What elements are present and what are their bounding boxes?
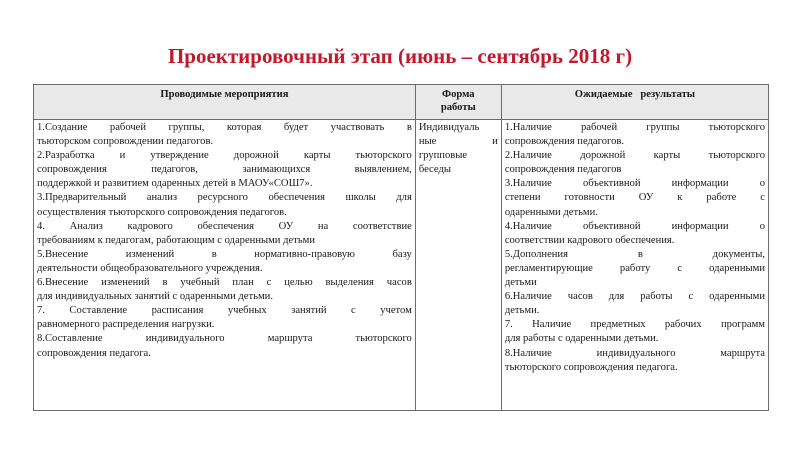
- result-line: 7. Наличие предметных рабочих программ: [504, 319, 765, 331]
- result-line: детьми.: [504, 305, 540, 317]
- activity-line: сопровождения педагога.: [37, 347, 151, 359]
- header-results: Ожидаемые результаты: [501, 85, 768, 120]
- activity-line: деятельности общеобразовательного учреждения.: [37, 262, 263, 274]
- result-line: 3.Наличие объективной информации о: [504, 178, 765, 190]
- header-form: [415, 85, 501, 120]
- form-line: Индивидуаль: [418, 122, 480, 133]
- form-line: беседы: [418, 164, 451, 176]
- form-line: групповые: [418, 150, 468, 162]
- activity-line: 1.Создание рабочей группы, которая будет участвовать в: [37, 122, 412, 133]
- result-line: 8.Наличие индивидуального маршрута: [504, 347, 765, 359]
- result-line: детьми: [504, 277, 537, 289]
- activity-line: осуществления тьюторского сопровождения педагогов.: [37, 206, 287, 218]
- slide-title: Проектировочный этап (июнь – сентябрь 2018 г): [167, 44, 633, 68]
- activity-line: для индивидуальных занятий с одаренными детьми.: [37, 291, 273, 303]
- header-form-line1: Форма: [442, 89, 475, 100]
- activity-line: 5.Внесение изменений в нормативно-правовую базу: [37, 248, 412, 260]
- activity-line: 2.Разработка и утверждение дорожной карты тьюторского: [37, 150, 412, 162]
- activities-cell: [34, 120, 416, 411]
- result-line: тьюторского сопровождения педагога.: [504, 361, 678, 373]
- form-cell: [415, 120, 501, 411]
- activity-line: сопровождения педагогов, занимающихся выявлением,: [37, 164, 412, 176]
- result-line: 2.Наличие дорожной карты тьюторского: [504, 150, 765, 162]
- header-form-line2: работы: [440, 102, 476, 113]
- result-line: сопровождения педагогов.: [504, 136, 625, 148]
- result-line: соответствии кадрового обеспечения.: [504, 234, 675, 246]
- header-activities: Проводимые мероприятия: [34, 85, 416, 120]
- activity-line: 4. Анализ кадрового обеспечения ОУ на соответствие: [37, 220, 412, 232]
- result-line: 1.Наличие рабочей группы тьюторского: [504, 122, 765, 133]
- activity-line: 7. Составление расписания учебных занятий с учетом: [37, 305, 412, 317]
- result-line: 6.Наличие часов для работы с одаренными: [504, 291, 765, 303]
- table-row: [34, 120, 769, 411]
- form-line: ные и: [418, 136, 498, 148]
- result-line: сопровождения педагогов: [504, 164, 622, 176]
- result-line: одаренными детьми.: [504, 206, 598, 218]
- result-line: для работы с одаренными детьми.: [504, 333, 659, 345]
- activity-line: 6.Внесение изменений в учебный план с целью выделения часов: [37, 277, 412, 289]
- result-line: 5.Дополнения в документы,: [504, 248, 765, 260]
- activity-line: 8.Составление индивидуального маршрута тьюторского: [37, 333, 412, 345]
- result-line: регламентирующие работу с одаренными: [504, 262, 765, 274]
- result-line: степени готовности ОУ к работе с: [504, 192, 765, 204]
- plan-table: [33, 84, 769, 411]
- table-header-row: [34, 85, 769, 120]
- activity-line: 3.Предварительный анализ ресурсного обеспечения школы для: [37, 192, 412, 204]
- activity-line: равномерного распределения нагрузки.: [37, 319, 215, 331]
- activity-line: тьюторском сопровождении педагогов.: [37, 136, 214, 148]
- results-cell: [501, 120, 768, 411]
- result-line: 4.Наличие объективной информации о: [504, 220, 765, 232]
- activity-line: поддержкой и развитием одаренных детей в МАОУ«СОШ7».: [37, 178, 313, 190]
- activity-line: требованиям к педагогам, работающим с одаренными детьми: [37, 234, 316, 246]
